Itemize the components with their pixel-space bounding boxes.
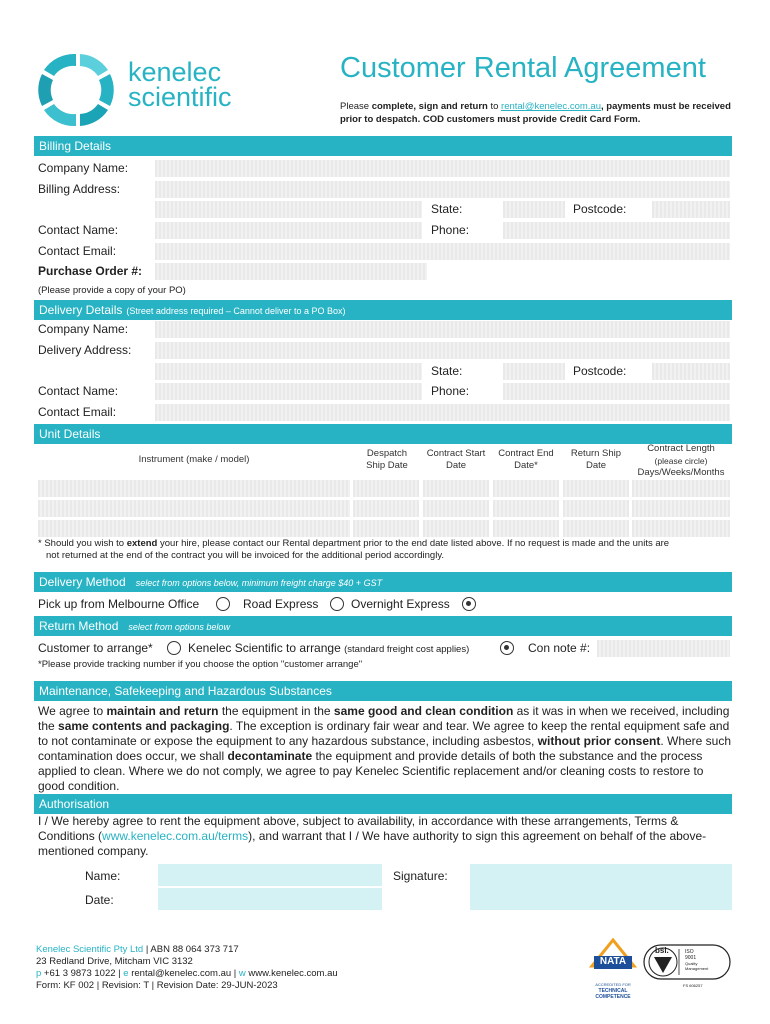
billing-email-field[interactable]	[155, 243, 730, 260]
unit-despatch-cell[interactable]	[353, 500, 419, 517]
delivery-opt-pickup-label: Pick up from Melbourne Office	[38, 597, 200, 611]
col-instrument-header: Instrument (make / model)	[138, 454, 250, 465]
signature-field[interactable]	[470, 864, 732, 910]
delivery-state-label: State:	[431, 364, 463, 378]
unit-length-cell[interactable]	[632, 520, 730, 537]
billing-postcode-label: Postcode:	[573, 202, 627, 216]
maintenance-text: We agree to maintain and return the equipment in the same good and clean condition as it was in when we received, including the same contents and packaging. The exception is ordinary fair wear and tear. We agree to keep the rental equipment safe and to not contaminate or expose the equipment to any hazardous substance, including asbestos, without prior consent. Where such contamination does occur, we shall decontaminate the equipment and provide details of both the substance and the process applied to clean. Where we do not comply, we agree to pay Kenelec Scientific replacement and/or cleaning costs to restore to good condition.	[38, 704, 732, 793]
unit-end-cell[interactable]	[493, 480, 559, 497]
maintenance-header: Maintenance, Safekeeping and Hazardous Substances	[34, 681, 732, 701]
delivery-address-field-1[interactable]	[155, 342, 730, 359]
unit-length-cell[interactable]	[632, 500, 730, 517]
signature-label: Signature:	[393, 869, 448, 883]
return-opt-customer-label: Customer to arrange*	[38, 641, 153, 655]
unit-end-cell[interactable]	[493, 500, 559, 517]
logo	[36, 50, 256, 130]
unit-start-cell[interactable]	[423, 500, 489, 517]
intro-text: Please complete, sign and return to rental@kenelec.com.au, payments must be received prior to despatch. COD customers must provide Credit Card Form.	[340, 101, 731, 125]
billing-phone-label: Phone:	[431, 223, 470, 237]
delivery-contact-label: Contact Name:	[38, 384, 119, 398]
billing-phone-field[interactable]	[503, 222, 730, 239]
billing-postcode-field[interactable]	[652, 201, 730, 218]
po-note: (Please provide a copy of your PO)	[38, 285, 186, 296]
unit-end-cell[interactable]	[493, 520, 559, 537]
authorisation-header: Authorisation	[34, 794, 732, 814]
con-note-label: Con note #:	[528, 641, 591, 655]
unit-return-cell[interactable]	[563, 480, 629, 497]
return-method-header: Return Method select from options below	[34, 616, 732, 636]
return-opt-customer-radio[interactable]	[167, 641, 181, 655]
brand-line2: scientific	[128, 82, 232, 112]
unit-return-cell[interactable]	[563, 500, 629, 517]
unit-despatch-cell[interactable]	[353, 520, 419, 537]
col-despatch-header: Despatch Ship Date	[366, 448, 408, 471]
con-note-field[interactable]	[597, 640, 730, 657]
billing-contact-label: Contact Name:	[38, 223, 119, 237]
delivery-email-label: Contact Email:	[38, 405, 117, 419]
delivery-phone-field[interactable]	[503, 383, 730, 400]
name-label: Name:	[85, 869, 121, 883]
authorisation-text: I / We hereby agree to rent the equipment above, subject to availability, in accordance with these arrangements, Terms & Conditions (www.kenelec.com.au/terms), and warrant that I / We have authority to sign this agreement on behalf of the above-mentioned company.	[38, 814, 707, 858]
logo-mark-icon	[36, 50, 116, 130]
po-field[interactable]	[155, 263, 427, 280]
delivery-section-header: Delivery Details (Street address required – Cannot deliver to a PO Box)	[34, 300, 732, 320]
delivery-state-field[interactable]	[503, 363, 565, 380]
unit-start-cell[interactable]	[423, 520, 489, 537]
billing-company-field[interactable]	[155, 160, 730, 177]
delivery-opt-overnight-label: Overnight Express	[351, 597, 450, 611]
col-start-header: Contract Start Date	[426, 448, 486, 471]
billing-section-header: Billing Details	[34, 136, 732, 156]
brand-line1: kenelec	[128, 57, 222, 87]
unit-section-header: Unit Details	[34, 424, 732, 444]
date-field[interactable]	[158, 888, 382, 910]
date-label: Date:	[85, 893, 114, 907]
billing-address-field-2[interactable]	[155, 201, 422, 218]
delivery-company-field[interactable]	[155, 321, 730, 338]
delivery-address-field-2[interactable]	[155, 363, 422, 380]
unit-despatch-cell[interactable]	[353, 480, 419, 497]
billing-state-field[interactable]	[503, 201, 565, 218]
delivery-opt-overnight-radio[interactable]	[462, 597, 476, 611]
bsi-badge: bsi. ISO 9001 Quality Management FS 606257	[643, 943, 735, 1013]
billing-contact-field[interactable]	[155, 222, 422, 239]
unit-instrument-cell[interactable]	[38, 520, 350, 537]
return-opt-kenelec-label: Kenelec Scientific to arrange (standard freight cost applies)	[188, 641, 470, 655]
delivery-opt-pickup-radio[interactable]	[216, 597, 230, 611]
billing-state-label: State:	[431, 202, 463, 216]
return-opt-kenelec-radio[interactable]	[500, 641, 514, 655]
delivery-company-label: Company Name:	[38, 322, 129, 336]
nata-label: NATA	[599, 956, 627, 967]
col-length-header: Contract Length (please circle) Days/Weeks/Months	[637, 443, 725, 478]
delivery-email-field[interactable]	[155, 404, 730, 421]
tracking-note: *Please provide tracking number if you choose the option "customer arrange"	[38, 659, 363, 670]
unit-return-cell[interactable]	[563, 520, 629, 537]
unit-instrument-cell[interactable]	[38, 480, 350, 497]
billing-email-label: Contact Email:	[38, 244, 117, 258]
col-end-header: Contract End Date*	[498, 448, 554, 471]
delivery-phone-label: Phone:	[431, 384, 470, 398]
delivery-address-label: Delivery Address:	[38, 343, 132, 357]
rental-email-link[interactable]: rental@kenelec.com.au	[501, 101, 601, 112]
col-return-header: Return Ship Date	[570, 448, 622, 471]
unit-start-cell[interactable]	[423, 480, 489, 497]
delivery-postcode-field[interactable]	[652, 363, 730, 380]
nata-badge: NATA ACCREDITED FOR TECHNICAL COMPETENCE	[588, 938, 638, 1008]
delivery-method-header: Delivery Method select from options below, minimum freight charge $40 + GST	[34, 572, 732, 592]
billing-address-label: Billing Address:	[38, 182, 121, 196]
unit-instrument-cell[interactable]	[38, 500, 350, 517]
delivery-postcode-label: Postcode:	[573, 364, 627, 378]
page-title: Customer Rental Agreement	[340, 52, 706, 84]
billing-address-field-1[interactable]	[155, 181, 730, 198]
po-label: Purchase Order #:	[38, 264, 143, 278]
extend-note: * Should you wish to extend your hire, please contact our Rental department prior to the end date listed above. If no request is made and the units are not returned at the end of the contract you will be invoiced for the additional period accordingly.	[38, 538, 670, 561]
unit-length-cell[interactable]	[632, 480, 730, 497]
delivery-opt-road-radio[interactable]	[330, 597, 344, 611]
delivery-contact-field[interactable]	[155, 383, 422, 400]
name-field[interactable]	[158, 864, 382, 886]
terms-link[interactable]: www.kenelec.com.au/terms	[102, 829, 249, 843]
billing-company-label: Company Name:	[38, 161, 129, 175]
footer: Kenelec Scientific Pty Ltd | ABN 88 064 373 717 23 Redland Drive, Mitcham VIC 3132 p +61 3 9873 1022 | e rental@kenelec.com.au | w www.kenelec.com.au Form: KF 002 | Revision: T | Revision Date: 29-JUN-2023	[36, 944, 338, 991]
delivery-opt-road-label: Road Express	[243, 597, 319, 611]
